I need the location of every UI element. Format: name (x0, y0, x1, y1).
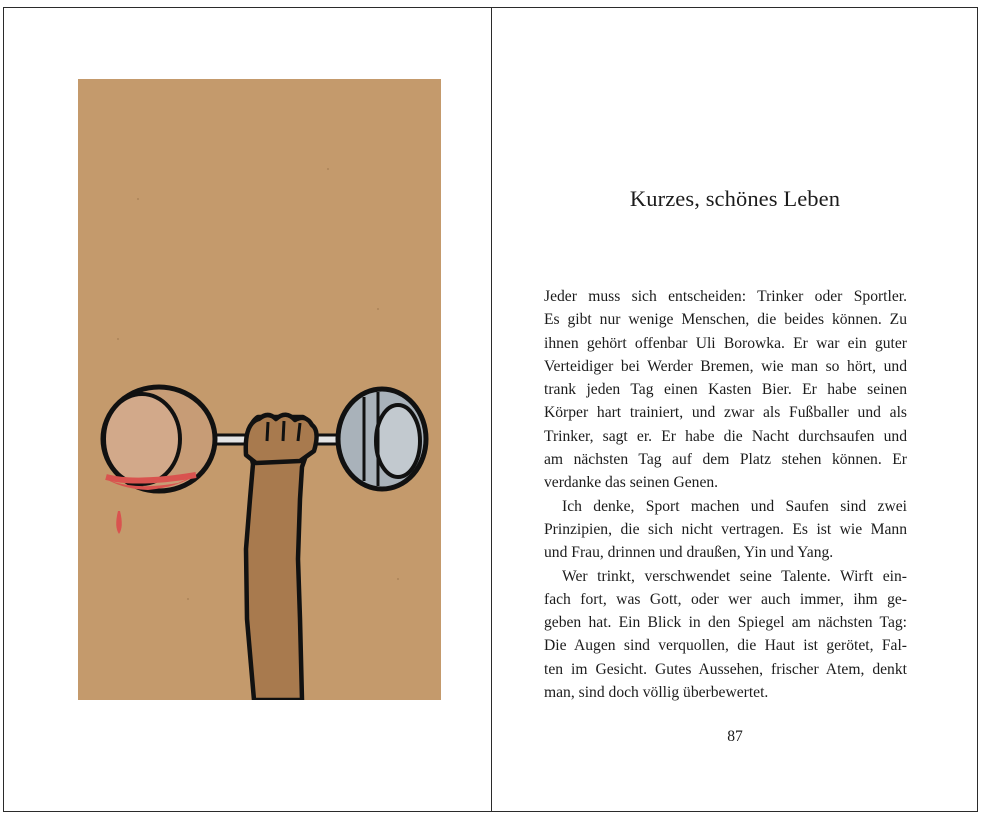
fist-shape (246, 415, 317, 463)
paragraph (544, 565, 907, 705)
text-line: fach fort, was Gott, oder wer auch immer, ihm ge- (544, 590, 907, 608)
text-line: Wer trinkt, verschwendet seine Talente. Wirft ein- (562, 567, 907, 585)
book-spread (3, 7, 978, 812)
text-line: ten im Gesicht. Gutes Aussehen, frischer Atem, denkt (544, 660, 907, 678)
chapter-title: Kurzes, schönes Leben (629, 186, 841, 211)
paragraph (544, 285, 907, 495)
text-line: Es gibt nur wenige Menschen, die beides können. Zu (544, 311, 907, 329)
text-line: geben hat. Ein Blick in den Spiegel am nächsten Tag: (544, 614, 907, 632)
weight-plate-face (376, 405, 420, 477)
left-page (4, 8, 491, 811)
text-line: ihnen gehört offenbar Uli Borowka. Er war ein guter (544, 334, 907, 352)
text-line: man, sind doch völlig überbewertet. (544, 684, 769, 702)
text-line: Jeder muss sich entscheiden: Trinker oder Sportler. (544, 288, 907, 305)
text-line: verdanke das seinen Genen. (544, 474, 719, 492)
text-line: Prinzipien, die sich nicht vertragen. Es ist wie Mann (544, 520, 907, 538)
text-line: trank jeden Tag einen Kasten Bier. Er habe seinen (544, 381, 907, 399)
text-line: Verteidiger bei Werder Bremen, wie man so hört, und (544, 357, 907, 375)
text-line: Ich denke, Sport machen und Saufen sind zwei (562, 497, 907, 515)
glass-inner (104, 394, 180, 484)
text-line: Körper hart trainiert, und zwar als Fußballer und als (544, 404, 907, 422)
paragraph (544, 495, 907, 565)
chapter-body (544, 285, 907, 704)
right-page (492, 8, 978, 811)
text-line: Die Augen sind verquollen, die Haut ist gerötet, Fal- (544, 637, 907, 655)
text-line: am nächsten Tag auf dem Platz stehen können. Er (544, 451, 907, 469)
page-number: 87 (727, 728, 743, 745)
text-line: Trinker, sagt er. Er habe die Nacht durchsaufen und (544, 427, 907, 445)
wine-glass-dumbbell-drawing (78, 79, 441, 700)
dumbbell-illustration (78, 79, 441, 700)
text-line: und Frau, drinnen und draußen, Yin und Yang. (544, 544, 834, 562)
